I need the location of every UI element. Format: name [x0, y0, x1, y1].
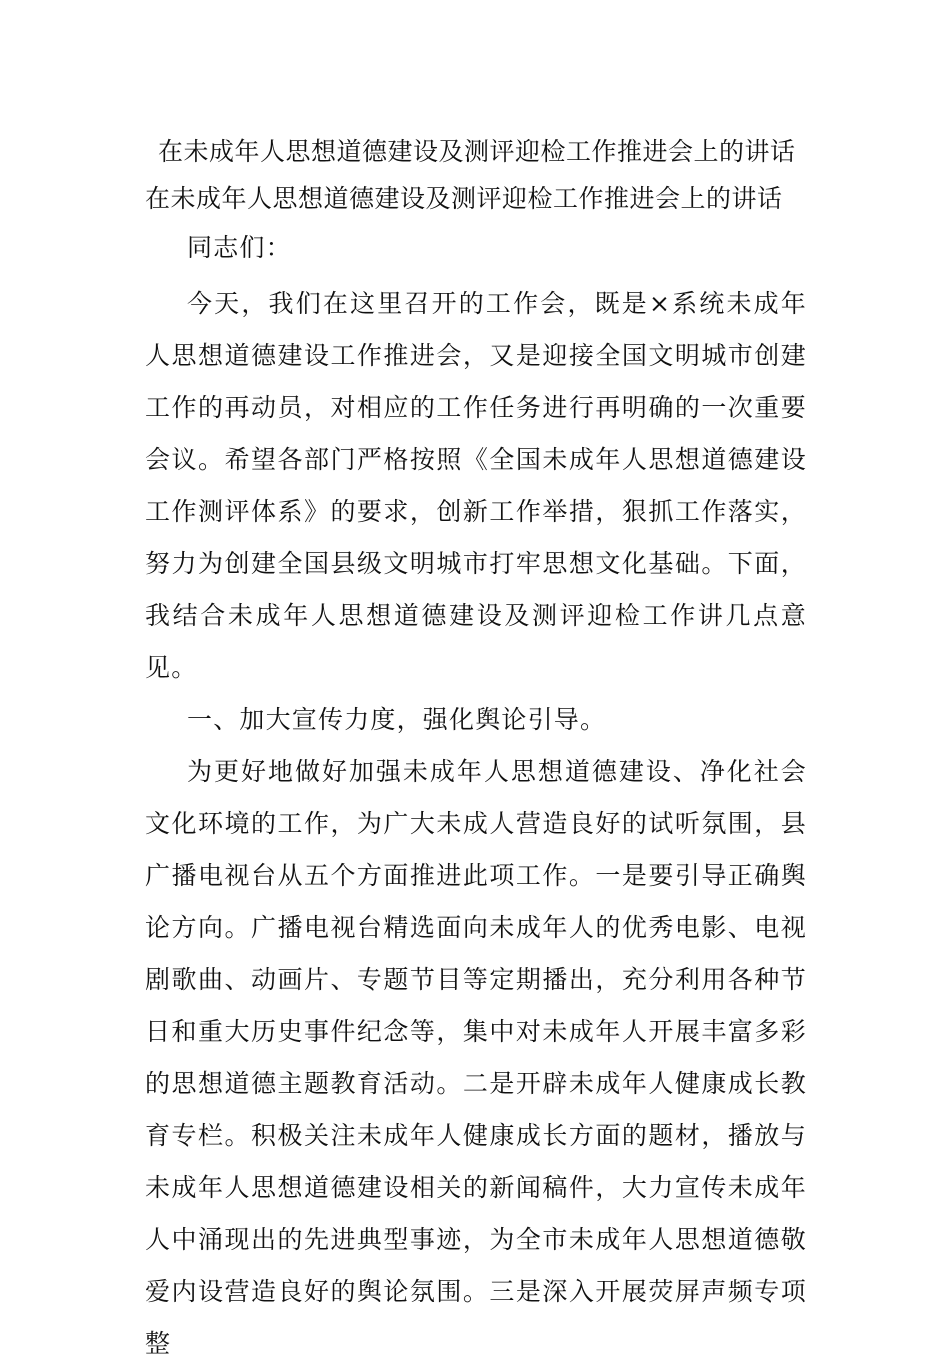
paragraph-section-1: 为更好地做好加强未成年人思想道德建设、净化社会文化环境的工作，为广大未成人营造良好的试听氛围，县广播电视台从五个方面推进此项工作。一是要引导正确舆论方向。广播电视台精选面向未成年人的优秀电影、电视剧歌曲、动画片、专题节目等定期播出，充分利用各种节日和重大历史事件纪念等，集中对未成年人开展丰富多彩的思想道德主题教育活动。二是开辟未成年人健康成长教育专栏。积极关注未成年人健康成长方面的题材，播放与未成年人思想道德建设相关的新闻稿件，大力宣传未成年人中涌现出的先进典型事迹，为全市未成年人思想道德敬爱内设营造良好的舆论氛围。三是深入开展荧屏声频专项整: [145, 757, 807, 1358]
paragraph-intro: 今天，我们在这里召开的工作会，既是×系统未成年人思想道德建设工作推进会，又是迎接全国文明城市创建工作的再动员，对相应的工作任务进行再明确的一次重要会议。希望各部门严格按照《全国未成年人思想道德建设工作测评体系》的要求，创新工作举措，狠抓工作落实，努力为创建全国县级文明城市打牢思想文化基础。下面，我结合未成年人思想道德建设及测评迎检工作讲几点意见。: [145, 289, 807, 682]
section-heading-1: 一、加大宣传力度，强化舆论引导。: [187, 705, 607, 734]
salutation: 同志们：: [187, 233, 292, 262]
document-title: 在未成年人思想道德建设及测评迎检工作推进会上的讲话: [158, 137, 796, 166]
document-body: [145, 128, 807, 1370]
document-title-repeat: 在未成年人思想道德建设及测评迎检工作推进会上的讲话: [145, 184, 783, 213]
